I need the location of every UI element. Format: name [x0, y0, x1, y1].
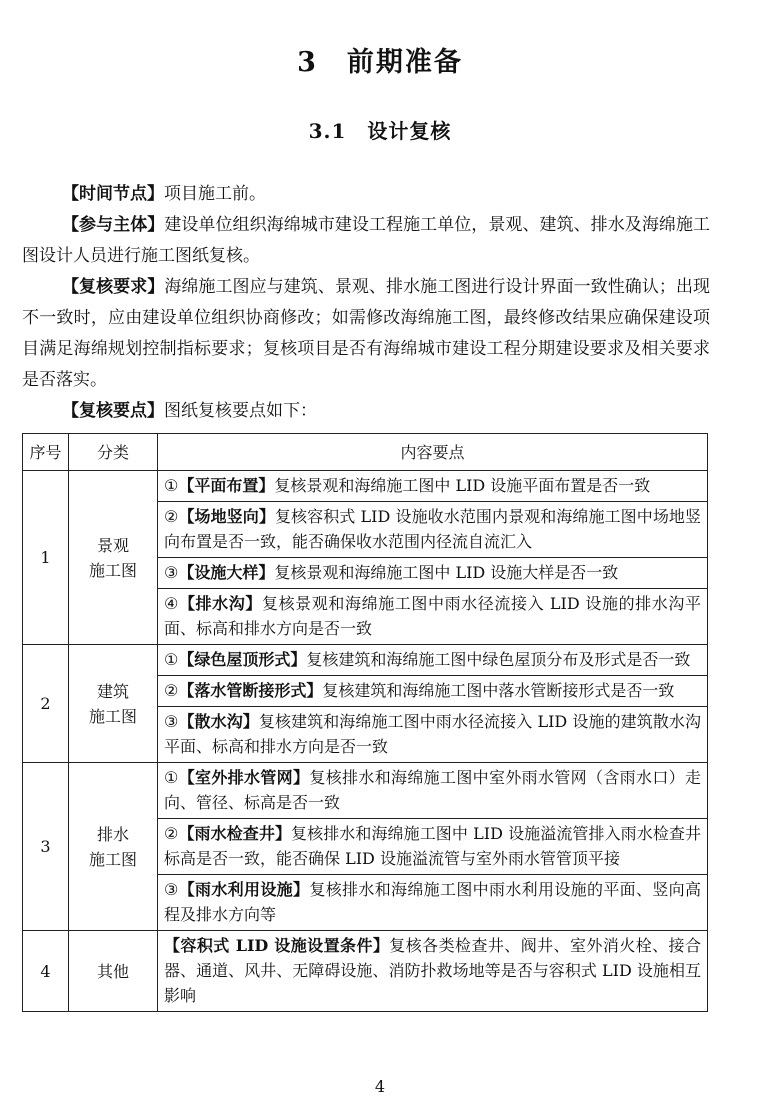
row-number: 4 [23, 931, 69, 1012]
item-label: 【室外排水管网】 [178, 768, 310, 787]
item-label: 【雨水利用设施】 [178, 880, 310, 899]
category-line: 景观 [96, 535, 129, 555]
item-label: 【容积式 LID 设施设置条件】 [164, 936, 390, 955]
row-category [69, 645, 158, 763]
table-row [23, 763, 708, 819]
paragraph-requirements [22, 272, 710, 396]
item-label: 【设施大样】 [178, 563, 275, 582]
content-item [158, 645, 708, 676]
item-label: 【场地竖向】 [178, 507, 275, 526]
header-content: 内容要点 [158, 434, 708, 471]
category-line: 施工图 [88, 560, 137, 580]
item-prefix: ① [164, 768, 179, 787]
chapter-title: 3 前期准备 [297, 47, 463, 78]
row-category [69, 471, 158, 645]
item-text: 复核排水和海绵施工图中室外雨水管网（含雨水口）走向、管径、标高是否一致 [164, 768, 701, 812]
item-text: 复核各类检查井、阀井、室外消火栓、接合器、通道、风井、无障碍设施、消防扑救场地等是否与容积式 LID 设施相互影响 [164, 936, 701, 1005]
page-number: 4 [374, 1077, 386, 1096]
paragraph-key-points [22, 396, 710, 427]
content-item [158, 589, 708, 645]
item-label: 【雨水检查井】 [178, 824, 292, 843]
table-header-row [23, 434, 708, 471]
paragraph-label: 【复核要点】 [62, 401, 164, 421]
paragraph-text: 建设单位组织海绵城市建设工程施工单位，景观、建筑、排水及海绵施工图设计人员进行施工图纸复核。 [22, 215, 711, 266]
paragraph-time-node [22, 179, 710, 210]
item-label: 【落水管断接形式】 [178, 681, 323, 700]
item-label: 【平面布置】 [178, 476, 275, 495]
category-line: 施工图 [88, 706, 137, 726]
paragraph-label: 【参与主体】 [62, 215, 165, 235]
item-text: 复核景观和海绵施工图中 LID 设施平面布置是否一致 [274, 476, 651, 495]
row-number: 1 [23, 471, 69, 645]
content-item [158, 763, 708, 819]
item-label: 【绿色屋顶形式】 [178, 650, 307, 669]
table-row [23, 471, 708, 502]
content-item [158, 502, 708, 558]
body-paragraphs [22, 179, 710, 427]
row-category [69, 931, 158, 1012]
content-item [158, 676, 708, 707]
item-text: 复核排水和海绵施工图中雨水利用设施的平面、竖向高程及排水方向等 [164, 880, 701, 924]
row-category [69, 763, 158, 931]
header-num: 序号 [23, 434, 69, 471]
item-text: 复核建筑和海绵施工图中绿色屋顶分布及形式是否一致 [306, 650, 691, 669]
paragraph-label: 【复核要求】 [62, 277, 165, 297]
item-prefix: ② [164, 681, 179, 700]
item-text: 复核建筑和海绵施工图中雨水径流接入 LID 设施的建筑散水沟平面、标高和排水方向是否一致 [164, 712, 701, 756]
row-number: 3 [23, 763, 69, 931]
item-text: 复核排水和海绵施工图中 LID 设施溢流管排入雨水检查井标高是否一致，能否确保 LID 设施溢流管与室外雨水管管顶平接 [164, 824, 701, 868]
content-item [158, 471, 708, 502]
category-line: 其他 [96, 961, 129, 981]
item-prefix: ② [164, 507, 179, 526]
paragraph-label: 【时间节点】 [62, 184, 164, 204]
item-prefix: ④ [164, 594, 179, 613]
category-line: 施工图 [88, 849, 137, 869]
item-prefix: ① [164, 650, 179, 669]
content-item [158, 819, 708, 875]
review-points-table [22, 433, 708, 1012]
item-prefix: ③ [164, 880, 179, 899]
table-row [23, 931, 708, 1012]
paragraph-participants [22, 210, 710, 272]
item-prefix: ① [164, 476, 179, 495]
category-line: 排水 [96, 824, 129, 844]
content-item [158, 707, 708, 763]
item-text: 复核景观和海绵施工图中 LID 设施大样是否一致 [274, 563, 619, 582]
item-prefix: ② [164, 824, 179, 843]
paragraph-text: 图纸复核要点如下： [164, 401, 317, 421]
content-item [158, 558, 708, 589]
item-prefix: ③ [164, 712, 179, 731]
table-row [23, 645, 708, 676]
row-number: 2 [23, 645, 69, 763]
category-line: 建筑 [96, 681, 129, 701]
paragraph-text: 海绵施工图应与建筑、景观、排水施工图进行设计界面一致性确认；出现不一致时，应由建设单位组织协商修改；如需修改海绵施工图，最终修改结果应确保建设项目满足海绵规划控制指标要求；复核项目是否有海绵城市建设工程分期建设要求及相关要求是否落实。 [22, 277, 711, 390]
content-item [158, 931, 708, 1012]
item-text: 复核建筑和海绵施工图中落水管断接形式是否一致 [322, 681, 675, 700]
item-text: 复核容积式 LID 设施收水范围内景观和海绵施工图中场地竖向布置是否一致，能否确保收水范围内径流自流汇入 [164, 507, 701, 551]
item-label: 【排水沟】 [178, 594, 262, 613]
content-item [158, 875, 708, 931]
item-label: 【散水沟】 [178, 712, 259, 731]
paragraph-text: 项目施工前。 [164, 184, 266, 204]
item-prefix: ③ [164, 563, 179, 582]
item-text: 复核景观和海绵施工图中雨水径流接入 LID 设施的排水沟平面、标高和排水方向是否一致 [164, 594, 701, 638]
header-category: 分类 [69, 434, 158, 471]
section-title: 3.1 设计复核 [308, 119, 452, 143]
